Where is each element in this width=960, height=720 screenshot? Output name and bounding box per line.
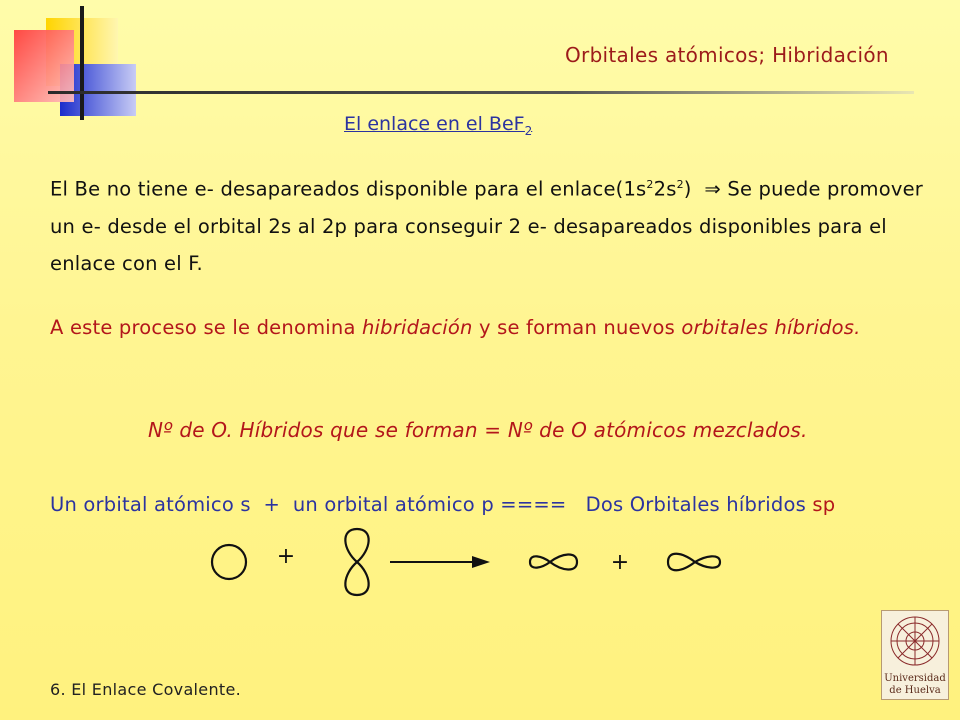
diagram-plus-2: + xyxy=(610,550,630,575)
sp-hybrid-orbital-right-icon xyxy=(668,554,720,571)
university-logo xyxy=(881,610,949,700)
logo-line-2: de Huelva xyxy=(889,685,941,696)
p2-part2: y se forman nuevos xyxy=(472,316,682,339)
p4-sp-highlight: sp xyxy=(812,493,836,516)
paragraph-hybridization-definition xyxy=(50,309,930,346)
p2-italic-hibridacion: hibridación xyxy=(362,316,473,339)
decorative-squares xyxy=(0,0,140,130)
subtitle-text: El enlace en el BeF xyxy=(344,113,525,135)
sp-hybrid-orbital-left-icon xyxy=(530,554,577,569)
p1-sup1: 2 xyxy=(646,178,654,191)
reaction-arrow-icon xyxy=(390,556,490,568)
header-divider xyxy=(48,91,914,94)
logo-line-1: Universidad xyxy=(884,673,946,684)
orbital-diagram xyxy=(200,525,740,605)
p1-part1: El Be no tiene e- desapareados disponible para el enlace(1s xyxy=(50,177,647,201)
slide-footer: 6. El Enlace Covalente. xyxy=(50,680,241,699)
paragraph-electron-promotion xyxy=(50,166,930,282)
paragraph-sp-equation xyxy=(50,493,835,516)
p1-part4: Se puede promover un e- desde el orbital 2s al 2p para conseguir 2 e- desapareados disponibles para el enlace con el F. xyxy=(50,177,924,275)
s-orbital-icon xyxy=(212,545,246,579)
p-orbital-icon xyxy=(345,529,368,595)
p1-part2: 2s xyxy=(653,177,677,201)
p2-part1: A este proceso se le denomina xyxy=(50,316,362,339)
p4-text: Un orbital atómico s + un orbital atómico p ==== Dos Orbitales híbridos xyxy=(50,493,813,516)
diagram-plus-1: + xyxy=(276,544,296,569)
paragraph-hybrid-rule: Nº de O. Híbridos que se forman = Nº de O atómicos mezclados. xyxy=(148,418,808,442)
implies-arrow-icon: ⇒ xyxy=(704,177,721,201)
p1-part3: ) xyxy=(683,177,692,201)
slide-subtitle xyxy=(344,113,532,138)
subtitle-subscript: 2 xyxy=(524,123,533,138)
p2-italic-orbitales: orbitales híbridos. xyxy=(681,316,861,339)
slide-header-title: Orbitales atómicos; Hibridación xyxy=(565,43,889,67)
p1-sup2: 2 xyxy=(676,178,684,191)
